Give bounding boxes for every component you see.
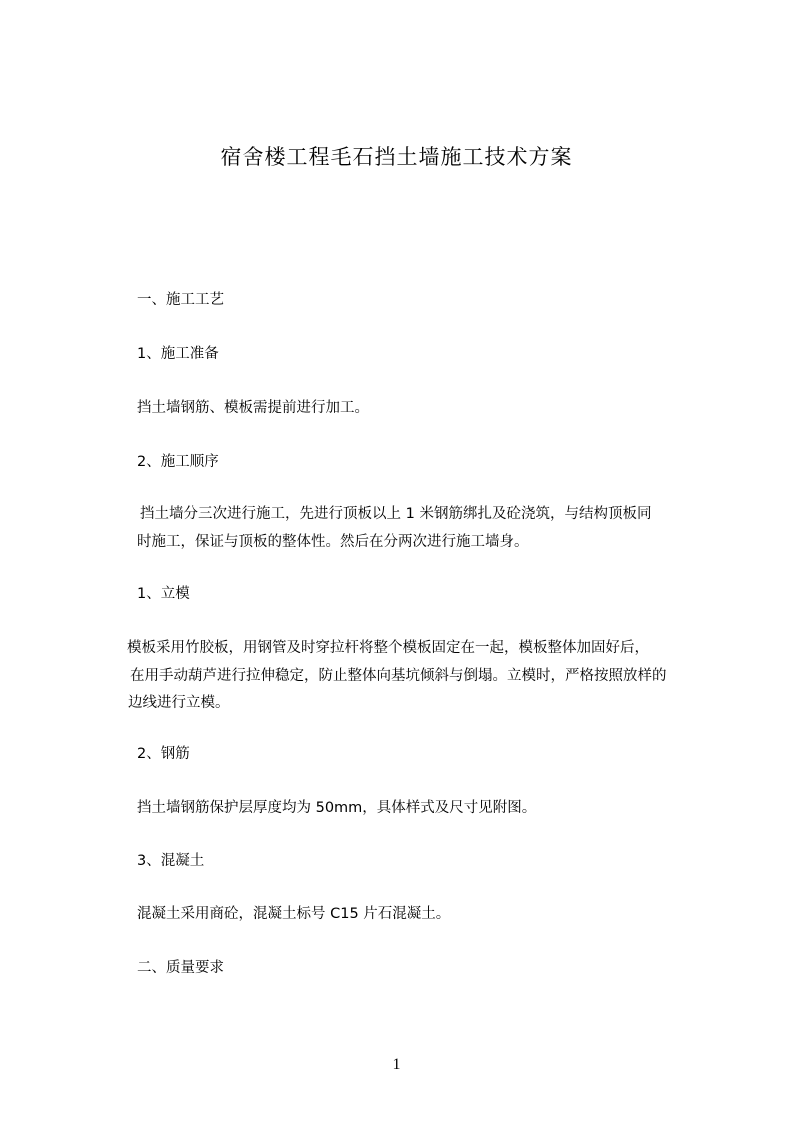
paragraph-formwork-line-2: 在用手动葫芦进行拉伸稳定，防止整体向基坑倾斜与倒塌。立模时，严格按照放样的	[130, 668, 667, 684]
paragraph-formwork-line-3: 边线进行立模。	[128, 695, 230, 711]
section-heading-quality: 二、质量要求	[137, 960, 224, 976]
subheading-concrete: 3、混凝土	[137, 853, 205, 869]
paragraph-concrete: 混凝土采用商砼，混凝土标号 C15 片石混凝土。	[137, 906, 451, 922]
paragraph-sequence-line-1: 挡土墙分三次进行施工，先进行顶板以上 1 米钢筋绑扎及砼浇筑，与结构顶板同	[140, 506, 652, 522]
paragraph-sequence-line-2: 时施工，保证与顶板的整体性。然后在分两次进行施工墙身。	[137, 534, 529, 550]
paragraph-rebar: 挡土墙钢筋保护层厚度均为 50mm，具体样式及尺寸见附图。	[137, 800, 537, 816]
subheading-formwork: 1、立模	[137, 586, 190, 602]
section-heading-construction-process: 一、施工工艺	[137, 292, 224, 308]
subheading-sequence: 2、施工顺序	[137, 454, 219, 470]
paragraph-formwork-line-1: 模板采用竹胶板，用钢管及时穿拉杆将整个模板固定在一起，模板整体加固好后，	[127, 640, 649, 656]
paragraph-preparation: 挡土墙钢筋、模板需提前进行加工。	[137, 400, 369, 416]
page-number: 1	[392, 1056, 401, 1073]
subheading-rebar: 2、钢筋	[137, 746, 190, 762]
subheading-preparation: 1、施工准备	[137, 346, 219, 362]
document-title: 宿舍楼工程毛石挡土墙施工技术方案	[220, 145, 573, 169]
